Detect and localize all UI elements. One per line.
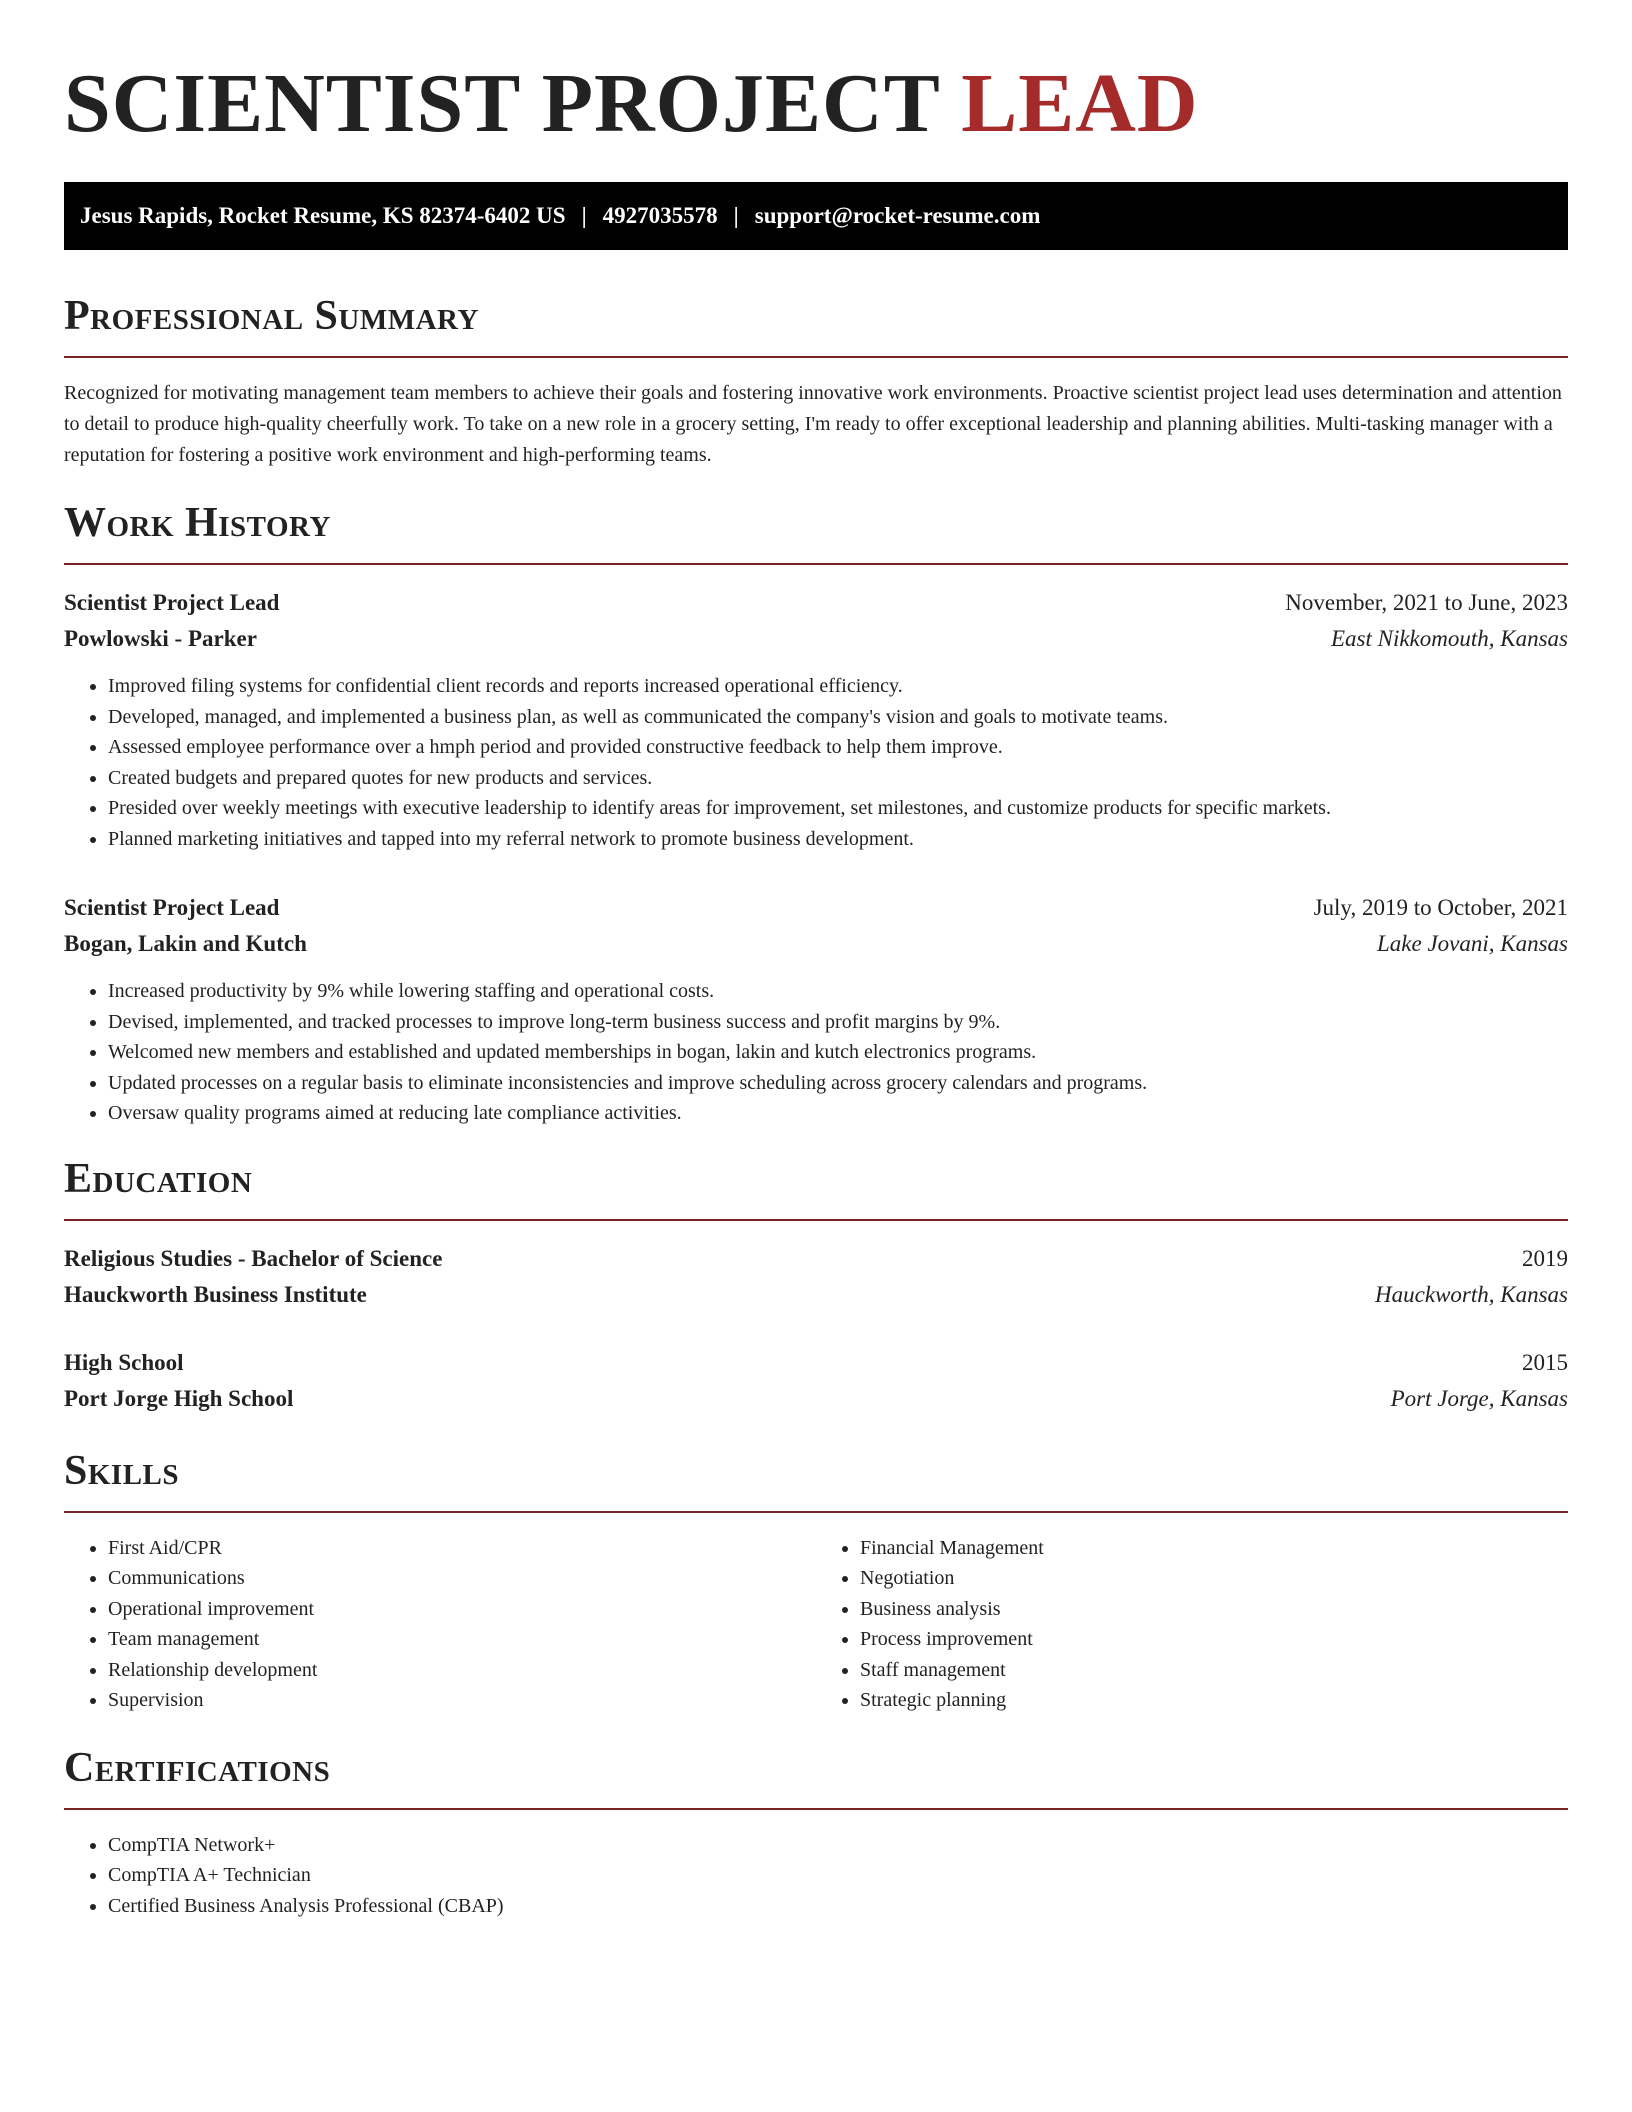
job-role: Scientist Project Lead xyxy=(64,895,280,920)
list-item: • Business analysis xyxy=(860,1594,1568,1625)
job-bullets xyxy=(64,976,1568,1129)
list-item: • Planned marketing initiatives and tapped into my referral network to promote business development. xyxy=(108,824,1568,855)
list-item: • Devised, implemented, and tracked processes to improve long-term business success and profit margins by 9%. xyxy=(108,1007,1568,1038)
education-section xyxy=(64,1157,1568,1417)
job-company: Powlowski - Parker xyxy=(64,626,257,651)
list-item: • Negotiation xyxy=(860,1563,1568,1594)
education-location: Hauckworth, Kansas xyxy=(1375,1281,1568,1307)
skills-section xyxy=(64,1449,1568,1716)
list-item: • CompTIA Network+ xyxy=(108,1830,1568,1861)
work-history-section xyxy=(64,501,1568,1129)
contact-email[interactable]: support@rocket-resume.com xyxy=(754,203,1041,228)
contact-address: Jesus Rapids, Rocket Resume, KS 82374-6402 US xyxy=(80,203,566,228)
contact-separator: | xyxy=(581,203,587,228)
job-role: Scientist Project Lead xyxy=(64,590,280,615)
summary-section xyxy=(64,294,1568,471)
section-divider xyxy=(64,356,1568,358)
education-year: 2015 xyxy=(1522,1349,1568,1375)
job-company: Bogan, Lakin and Kutch xyxy=(64,931,307,956)
title-main: SCIENTIST PROJECT xyxy=(64,57,962,150)
skills-columns xyxy=(64,1533,1568,1716)
section-divider xyxy=(64,1219,1568,1221)
contact-bar xyxy=(64,182,1568,250)
education-year: 2019 xyxy=(1522,1245,1568,1271)
certifications-list xyxy=(64,1830,1568,1922)
list-item: • Operational improvement xyxy=(108,1594,816,1625)
job-dates: July, 2019 to October, 2021 xyxy=(1313,895,1568,920)
job-bullets xyxy=(64,671,1568,854)
contact-phone: 4927035578 xyxy=(602,203,718,228)
education-degree: Religious Studies - Bachelor of Science xyxy=(64,1245,443,1271)
summary-text: Recognized for motivating management team members to achieve their goals and fostering innovative work environments. Proactive scientist project lead uses determination and attention to detail to produce high-quality cheerfully work. To take on a new role in a grocery setting, I'm ready to offer exceptional leadership and planning abilities. Multi-tasking manager with a reputation for fostering a positive work environment and high-performing teams. xyxy=(64,382,1562,466)
list-item: • Increased productivity by 9% while lowering staffing and operational costs. xyxy=(108,976,1568,1007)
list-item: • Presided over weekly meetings with executive leadership to identify areas for improvement, set milestones, and customize products for specific markets. xyxy=(108,793,1568,824)
list-item: • Improved filing systems for confidential client records and reports increased operational efficiency. xyxy=(108,671,1568,702)
list-item: • Created budgets and prepared quotes for new products and services. xyxy=(108,763,1568,794)
list-item: • First Aid/CPR xyxy=(108,1533,816,1564)
education-entry xyxy=(64,1241,1568,1313)
section-title-education: Education xyxy=(64,1155,253,1202)
job-entry xyxy=(64,890,1568,1129)
list-item: • Oversaw quality programs aimed at reducing late compliance activities. xyxy=(108,1098,1568,1129)
education-school: Port Jorge High School xyxy=(64,1385,294,1411)
list-item: • Certified Business Analysis Professional (CBAP) xyxy=(108,1891,1568,1922)
skills-list-right xyxy=(816,1533,1568,1716)
education-entry xyxy=(64,1345,1568,1417)
education-location: Port Jorge, Kansas xyxy=(1390,1385,1568,1411)
list-item: • Updated processes on a regular basis to eliminate inconsistencies and improve scheduling across grocery calendars and programs. xyxy=(108,1068,1568,1099)
list-item: • Financial Management xyxy=(860,1533,1568,1564)
section-title-skills: Skills xyxy=(64,1447,180,1494)
section-divider xyxy=(64,1511,1568,1513)
list-item: • Relationship development xyxy=(108,1655,816,1686)
list-item: • Strategic planning xyxy=(860,1685,1568,1716)
list-item: • Welcomed new members and established and updated memberships in bogan, lakin and kutch electronics programs. xyxy=(108,1037,1568,1068)
list-item: • Developed, managed, and implemented a business plan, as well as communicated the company's vision and goals to motivate teams. xyxy=(108,702,1568,733)
title-accent: LEAD xyxy=(961,57,1199,150)
contact-separator: | xyxy=(733,203,739,228)
education-school: Hauckworth Business Institute xyxy=(64,1281,367,1307)
list-item: • Staff management xyxy=(860,1655,1568,1686)
list-item: • CompTIA A+ Technician xyxy=(108,1860,1568,1891)
list-item: • Supervision xyxy=(108,1685,816,1716)
section-divider xyxy=(64,1808,1568,1810)
list-item: • Team management xyxy=(108,1624,816,1655)
job-location: Lake Jovani, Kansas xyxy=(1376,931,1568,956)
job-dates: November, 2021 to June, 2023 xyxy=(1285,590,1568,615)
section-divider xyxy=(64,563,1568,565)
certifications-section xyxy=(64,1746,1568,1922)
section-title-summary: Professional Summary xyxy=(64,293,479,339)
list-item: • Assessed employee performance over a hmph period and provided constructive feedback to help them improve. xyxy=(108,732,1568,763)
skills-list-left xyxy=(64,1533,816,1716)
list-item: • Process improvement xyxy=(860,1624,1568,1655)
section-title-certifications: Certifications xyxy=(64,1744,331,1791)
job-entry xyxy=(64,585,1568,854)
section-title-work: Work History xyxy=(64,500,331,546)
list-item: • Communications xyxy=(108,1563,816,1594)
job-location: East Nikkomouth, Kansas xyxy=(1330,626,1568,651)
resume-title xyxy=(64,50,1568,158)
education-degree: High School xyxy=(64,1349,184,1375)
